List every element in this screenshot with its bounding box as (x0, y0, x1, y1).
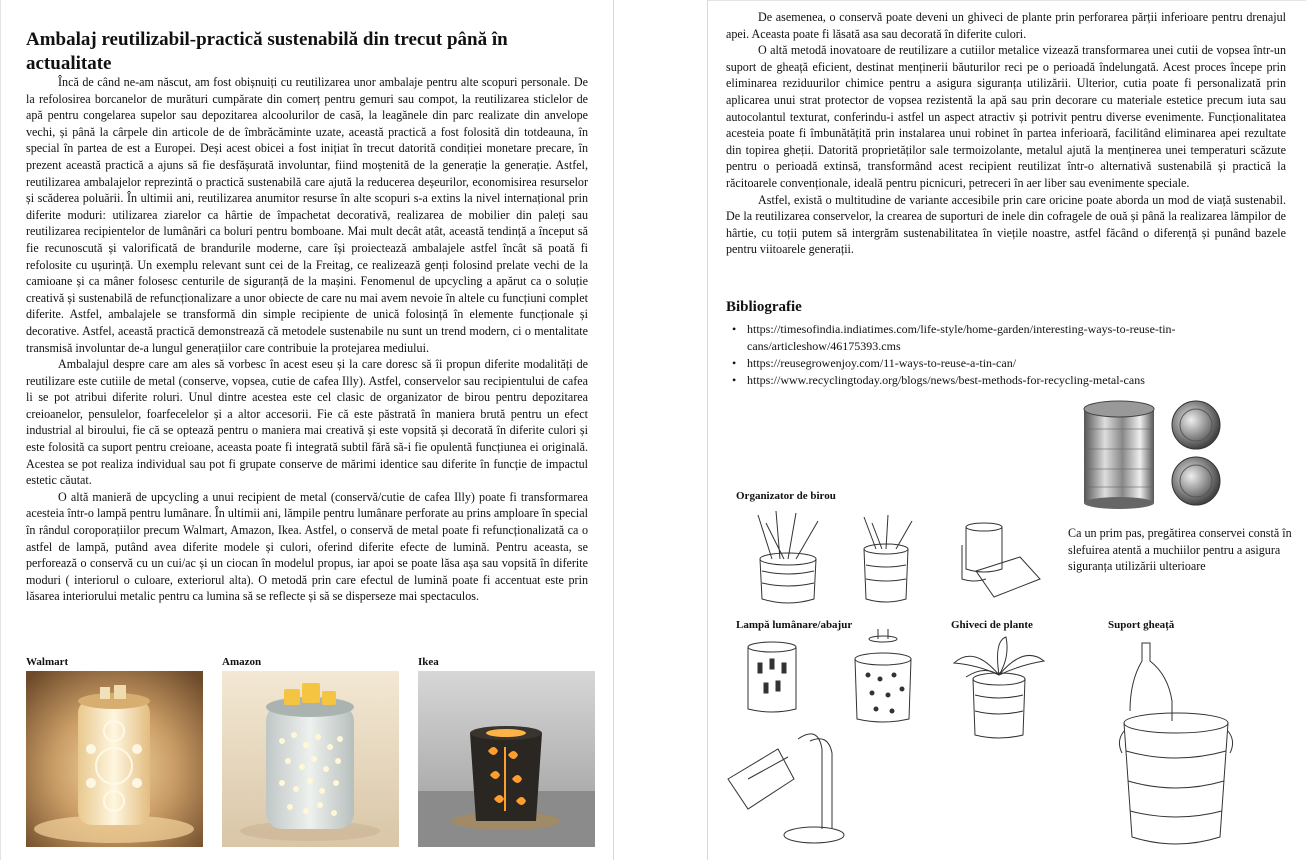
sketch-label-plant: Ghiveci de plante (951, 619, 1033, 631)
page-gap (614, 0, 707, 860)
ice-holder-sketch (1116, 641, 1236, 851)
paragraph: O altă metodă inovatoare de reutilizare a cutiilor metalice vizează transformarea unei cutii de vopsea într-un suport de gheață eficient, destinat menținerii băuturilor reci pe o perioadă îndelungată. Acest proces începe prin eliminarea reziduurilor chimice pentru a asigura siguranța utilizării. Ulterior, cutia poate fi personalizată prin aplicarea unui strat protector de vopsea rezistentă la apă sau prin decorare cu materiale estetice precum iuta sau autocolantul texturat, conferindu-i astfel un aspect atractiv și potrivit pentru diverse evenimente. Funcționalitatea acesteia poate fi îmbunătățită prin instalarea unui robinet în partea inferioară, facilitând eliminarea apei rezultate din topirea gheții. Datorită proprietăților sale termoizolante, metalul ajută la menținerea unei temperaturi scăzute pentru o perioadă extinsă, transformând acest recipient reutilizat într-o alternativă sustenabilă și practică la răcitoarele convenționale, ideală pentru picnicuri, petreceri în aer liber sau evenimente speciale. (726, 43, 1286, 190)
photo-caption-amazon: Amazon (222, 656, 262, 668)
bibliography-link[interactable]: • https://reusegrowenjoy.com/11-ways-to-reuse-a-tin-can/ (730, 355, 1270, 372)
paragraph: De asemenea, o conservă poate deveni un ghiveci de plante prin perforarea părții inferioare pentru drenajul apei. Aceasta poate fi lăsată asa sau decorată în diferite culori. (726, 10, 1286, 41)
side-note: Ca un prim pas, pregătirea conservei constă în slefuirea atentă a muchiilor pentru a asigura siguranța utilizării ulterioare (1068, 526, 1292, 574)
sketch-label-desk: Organizator de birou (736, 490, 836, 502)
sketch-label-ice: Suport gheață (1108, 619, 1175, 631)
desk-organizer-sketch (736, 509, 1066, 609)
ikea-lamp-photo (418, 671, 595, 847)
candle-lamp-sketch (718, 629, 918, 851)
walmart-lamp-photo (26, 671, 203, 847)
paragraph: Încă de când ne-am născut, am fost obișnuiți cu reutilizarea unor ambalaje pentru alte scopuri personale. De la refolosirea borcanelor de murături cumpărate din comerț pentru gemuri sau compot, la reutilizarea sticlelor de apă pentru congelarea supelor sau depozitarea alcoolurilor de casă, la leagănele din parc realizate din anvelope vechi, și până la cârpele din articole de de îmbrăcăminte uzate, această practică a fost folosită din totdeauna, în special în partea de est a Europei. Deși acest obicei a fost inițiat în trecut datorită condiției monetare precare, în prezent această practică a ajuns să fie desfășurată involuntar, fiind moștenită de la generație la generație. Astfel, reutilizarea ambalajelor reprezintă o practică sustenabilă care ajută la reducerea deșeurilor, economisirea resurselor și scăderea poluării. În ultimii ani, reutilizarea anumitor resurse în alte scopuri s-a extins la nivel internațional prin diferite moduri: utilizarea ziarelor ca hârtie de împachetat decorativă, realizarea de mobilier din paleți sau reutilizarea recipientelor de lumânări ca boluri pentru bomboane. Mai mult decât atât, această tendință a început să fie recunoscută și valorificată de brandurile moderne, care își proiectează ambalajele astfel încât să poată fi refolosite cu ușurință. Un exemplu relevant sunt cei de la Freitag, ce realizează genți folosind prelate vechi de la camioane și ca mâner folosesc centurile de siguranță de la mașini. Fenomenul de upcycling a apărut ca o soluție creativă și sustenabilă de refuncționalizare a unor obiecte de care nu mai avem nevoie în altele cu funcțiuni complet diferite. Astfel, ambalajele se transformă din simple recipiente de unică folosință în elemente funcționale și decorative. Astfel, această practică demonstrează că metodele sustenabile nu sunt un trend modern, ci o mentalitate transmisă involuntar de-a lungul generațiilor care contribuie la protejarea mediului. (26, 75, 588, 355)
document-title: Ambalaj reutilizabil-practică sustenabilă din trecut până în actualitate (26, 29, 508, 74)
left-body-text (26, 74, 588, 605)
right-body-text (726, 9, 1286, 258)
paragraph: Ambalajul despre care am ales să vorbesc în acest eseu și la care doresc să îi propun diferite modalități de reutilizare este cutiile de metal (conserve, vopsea, cutie de cafea Illy). Astfel, conservelor sau recipientului de cafea li se pot atribui diferite roluri. Unul dintre acestea este cel clasic de organizator de birou pentru depozitarea creioanelor, pensulelor, foarfecelelor și a altor accesorii. Fie că este păstrată în maniera brută pentru un efect industrial al biroului, fie că se optează pentru o maniera mai creativă și este vopsită și decorată în diferite culori și este folosită ca suport pentru creioane, aceasta poate fi integrată subtil fără să-i fie opulentă funcțiunea ei originală. Acestea se pot realiza individual sau pot fi grupate conserve de mărimi identice sau diferite în funcție de impactul estetic căutat. (26, 357, 588, 488)
bibliography-list (730, 321, 1270, 389)
sketch-label-lamp: Lampă lumânare/abajur (736, 619, 853, 631)
left-page (0, 0, 614, 860)
bibliography-heading: Bibliografie (726, 299, 802, 315)
tin-can-photo (1080, 399, 1240, 509)
amazon-lamp-photo (222, 671, 399, 847)
photo-caption-walmart: Walmart (26, 656, 69, 668)
paragraph: O altă manieră de upcycling a unui recipient de metal (conservă/cutie de cafea Illy) poate fi transformarea acesteia într-o lampă pentru lumânare. În ultimii ani, lămpile pentru lumânare perforate au prins amploare în special în rândul coroporațiilor precum Walmart, Amazon, Ikea. Astfel, o conservă de metal poate fi refuncționalizată ca o astfel de lampă, putând avea diferite modele și culori, oferind diferite efecte de lumină. Pentru aceasta, se perforează o conservă cu un cui/ac și un ciocan în modelul propus, iar apoi se poate lăsa așa sau vopsită în diferite moduri ( interiorul o culoare, exteriorul alta). O metodă prin care efectul de lumină poate fi accentuat este prin lăsarea interiorului metalic pentru ca lumina să se reflecte și să se disperseze mai spectaculos. (26, 489, 588, 604)
paragraph: Astfel, există o multitudine de variante accesibile prin care oricine poate aborda un mod de viață sustenabil. De la reutilizarea conservelor, la crearea de suporturi de inele din cofragele de ouă și până la realizarea lămpilor de hârtie, cu toții putem să intergrăm sustenabilitatea în viețile noastre, astfel făcând o diferență și punând bazele pentru viitoarele generații. (726, 192, 1286, 257)
photo-caption-ikea: Ikea (418, 656, 439, 668)
right-page (707, 0, 1306, 860)
bibliography-link[interactable]: • https://www.recyclingtoday.org/blogs/news/best-methods-for-recycling-metal-cans (730, 372, 1270, 389)
bibliography-link[interactable]: • https://timesofindia.indiatimes.com/life-style/home-garden/interesting-ways-to-reuse-tin-cans/articleshow/46175393.cms (730, 321, 1270, 355)
plant-pot-sketch (944, 635, 1054, 745)
